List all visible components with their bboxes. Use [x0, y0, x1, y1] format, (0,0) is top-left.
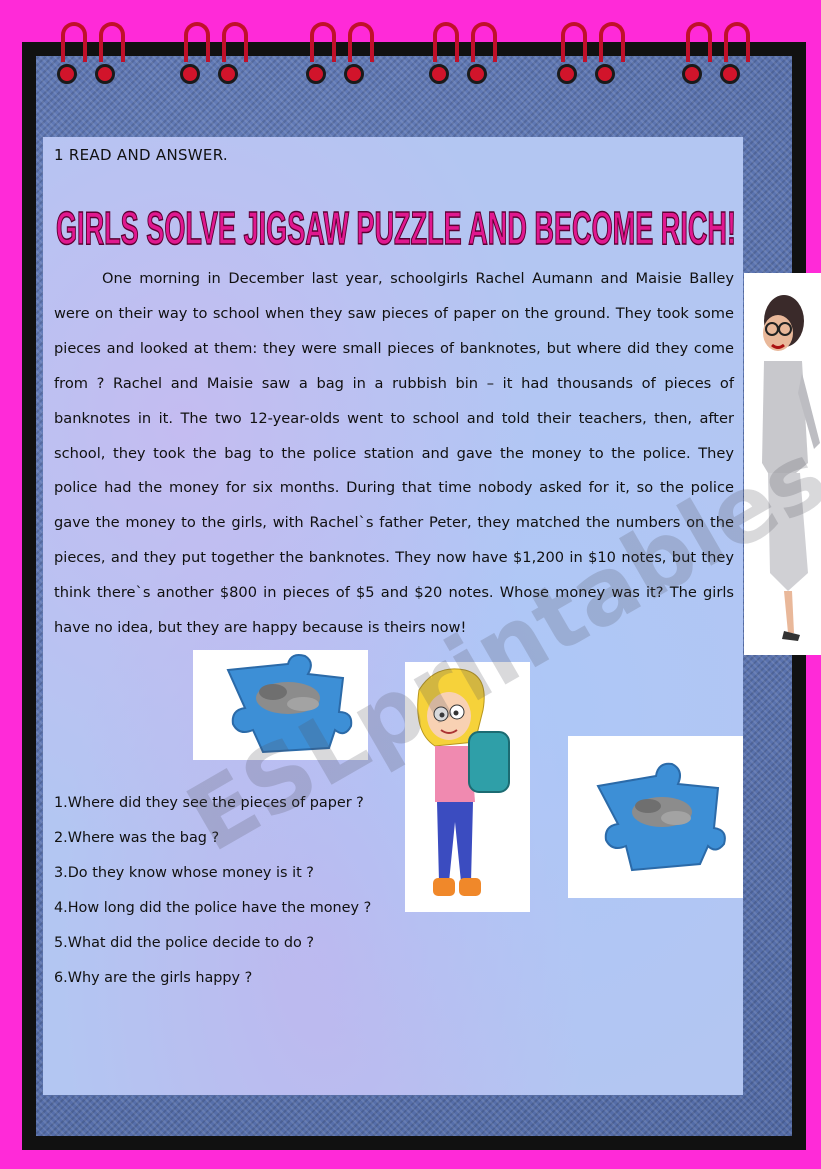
binder-ring-icon [178, 22, 258, 90]
instruction-text: 1 READ AND ANSWER. [54, 146, 228, 164]
question-item: 1.Where did they see the pieces of paper ? [54, 795, 364, 811]
binder-ring-icon [55, 22, 135, 90]
question-item: 5.What did the police decide to do ? [54, 935, 315, 951]
question-item: 3.Do they know whose money is it ? [54, 865, 314, 881]
story-paragraph: One morning in December last year, schoolgirls Rachel Aumann and Maisie Balley were on their way to school when they saw pieces of paper on the ground. They took some pieces and looked at them: they were small pieces of banknotes, but where did they come from ? Rachel and Maisie saw a bag in a rubbish bin – it had thousands of pieces of banknotes in it. The two 12-year-olds went to school and told their teachers, then, after school, they took the bag to the police station and gave the money to the police. They police had the money for six months. During that time nobody asked for it, so the police gave the money to the girls, with Rachel`s father Peter, they matched the numbers on the pieces, and they put together the banknotes. They now have $1,200 in $10 notes, but they think there`s another $800 in pieces of $5 and $20 notes. Whose money was it? The girls have no idea, but they are happy because is theirs now! [54, 270, 734, 637]
question-item: 2.Where was the bag ? [54, 830, 220, 846]
headline-text: GIRLS SOLVE JIGSAW PUZZLE AND BECOME RICH! [56, 202, 736, 254]
question-item: 6.Why are the girls happy ? [54, 970, 253, 986]
schoolgirl-illustration [405, 662, 530, 912]
question-item: 4.How long did the police have the money ? [54, 900, 372, 916]
jigsaw-puzzle-icon [193, 650, 368, 760]
teacher-illustration [744, 273, 821, 655]
question-list [54, 786, 371, 996]
jigsaw-puzzle-icon [568, 736, 743, 898]
binder-ring-icon [680, 22, 760, 90]
headline [54, 196, 738, 256]
binder-ring-icon [427, 22, 507, 90]
binder-ring-icon [555, 22, 635, 90]
binder-ring-icon [304, 22, 384, 90]
